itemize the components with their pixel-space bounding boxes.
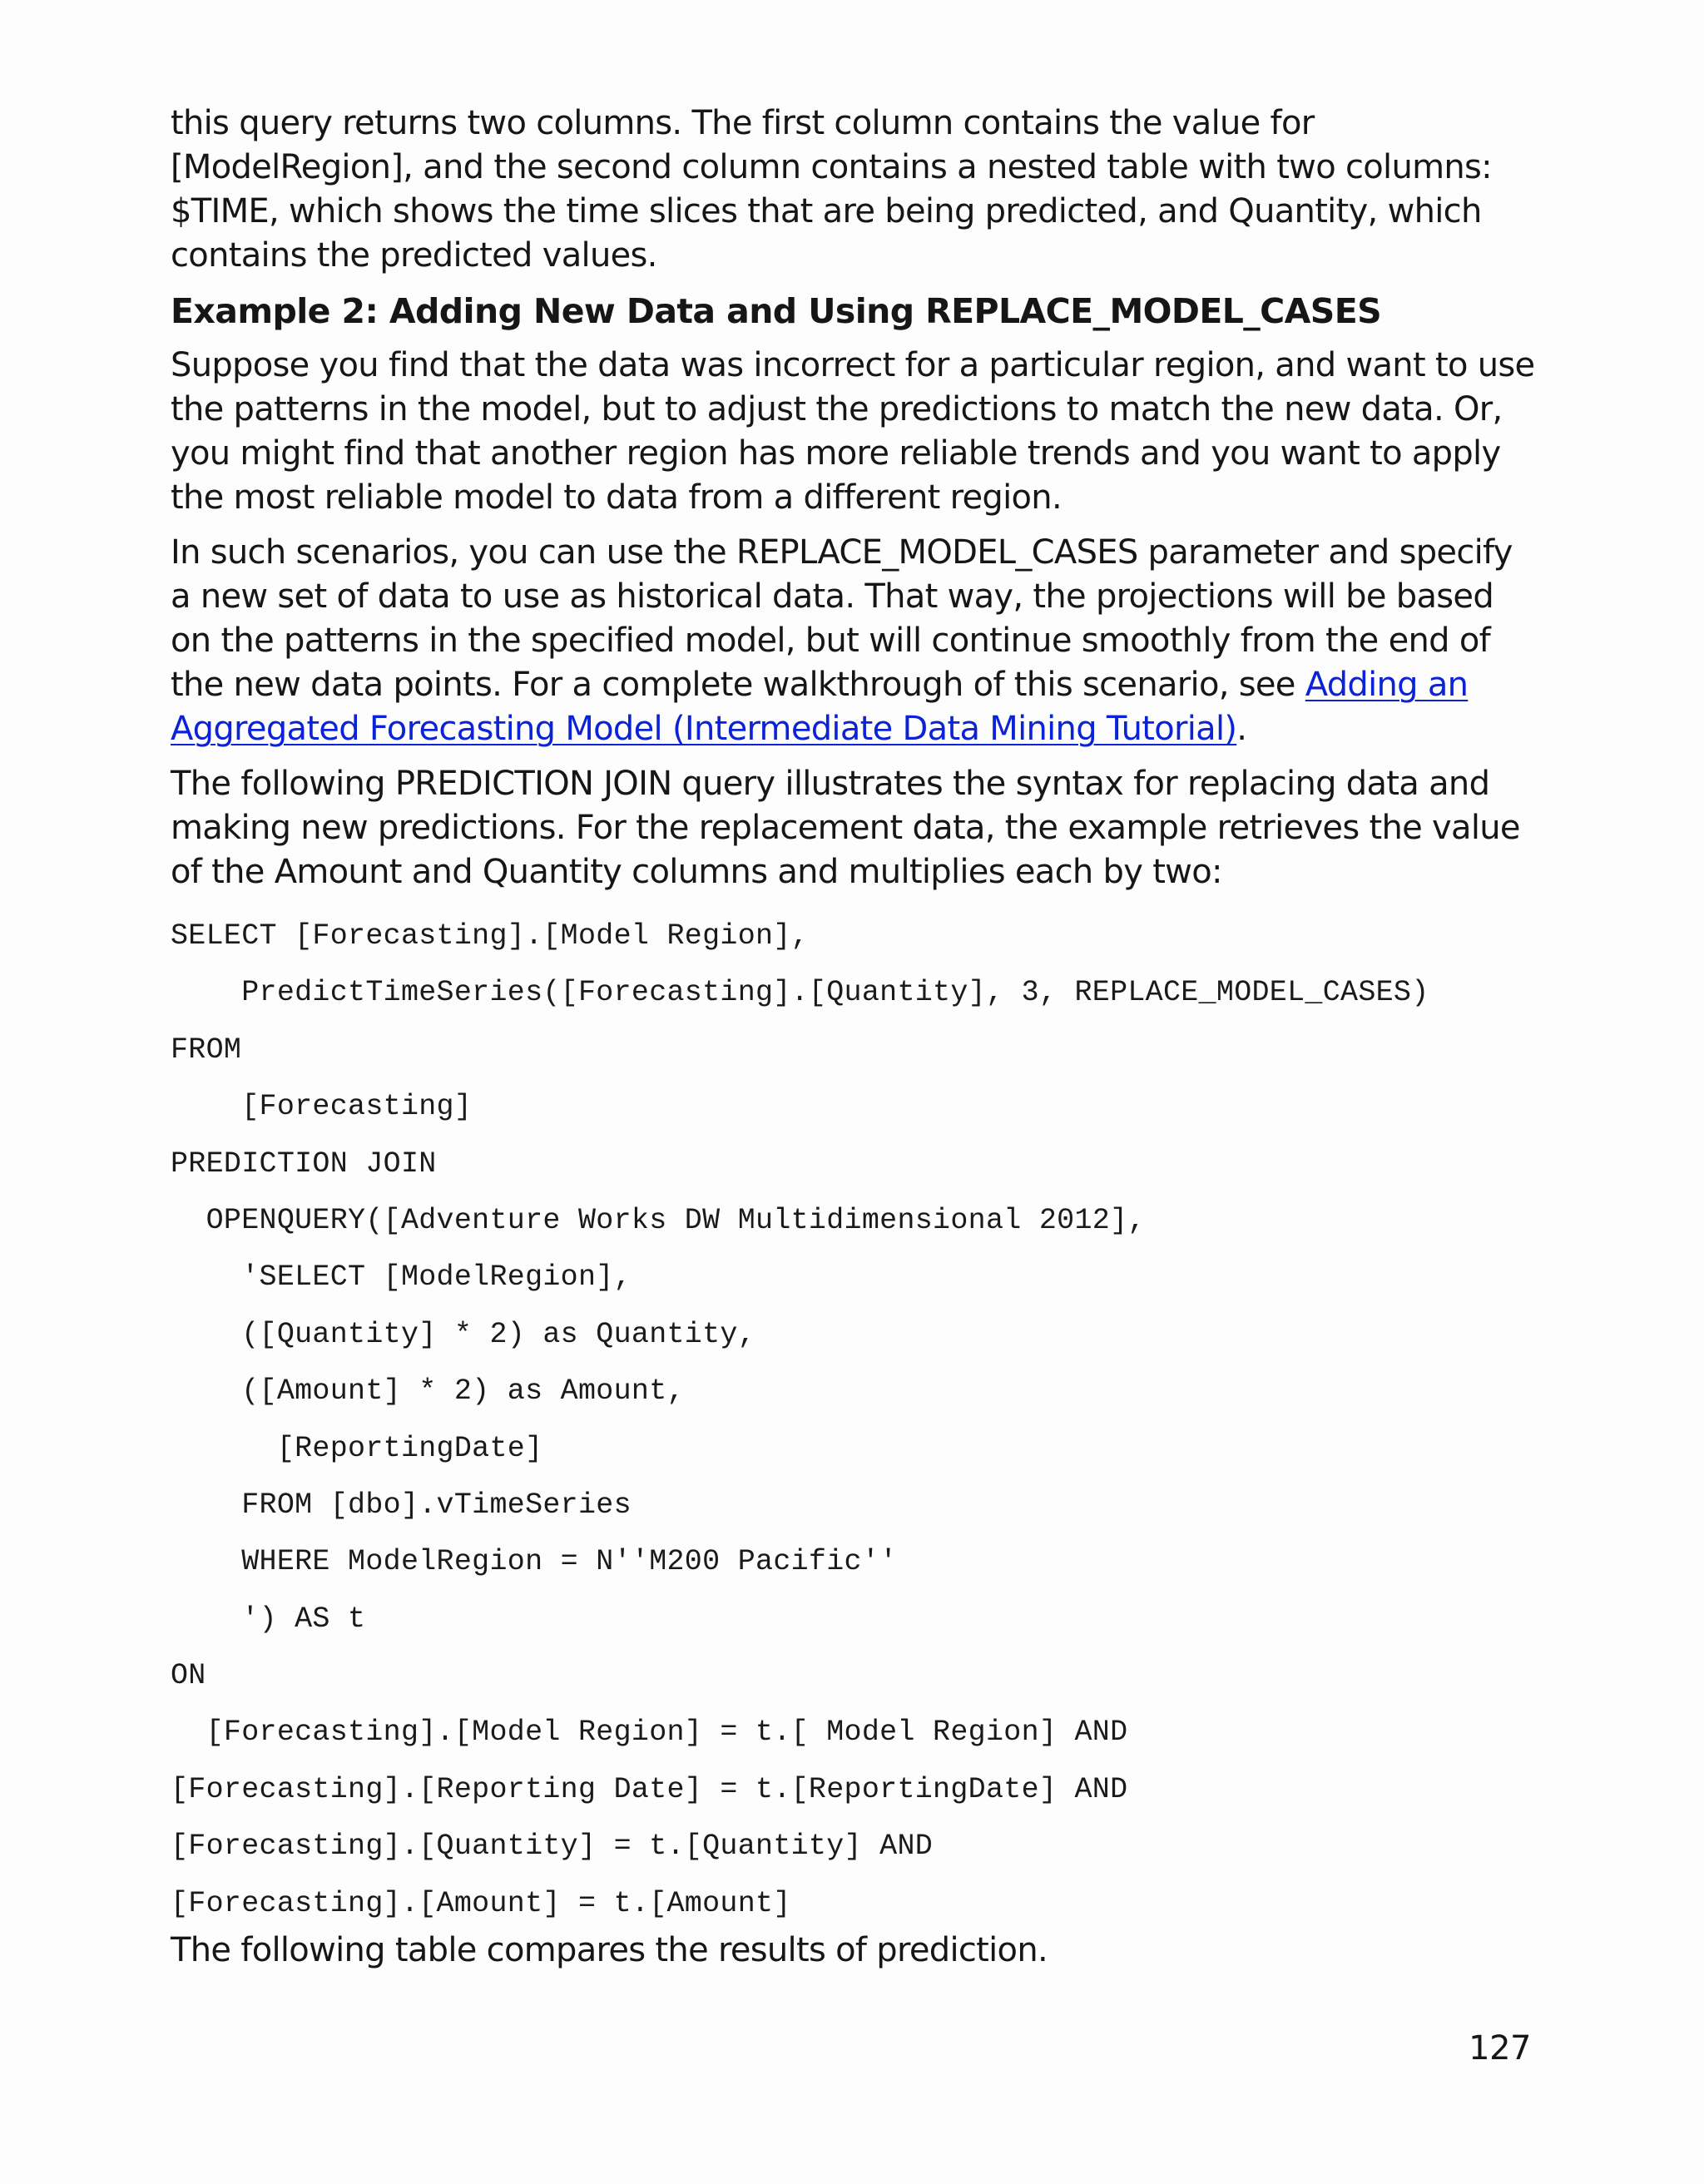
document-page <box>171 102 1535 1983</box>
code-line: ([Quantity] * 2) as Quantity, <box>171 1317 756 1351</box>
code-line: SELECT [Forecasting].[Model Region], <box>171 919 809 953</box>
paragraph-scenarios-text: In such scenarios, you can use the REPLACE_MODEL_CASES parameter and specify a new set of data to use as historical data. That way, the projections will be based on the patterns in the specified model, but will continue smoothly from the end of the new data points. For a complete walkthrough of this scenario, see <box>171 533 1513 704</box>
code-line: PredictTimeSeries([Forecasting].[Quantity], 3, REPLACE_MODEL_CASES) <box>171 976 1429 1010</box>
code-line: ') AS t <box>171 1602 366 1636</box>
paragraph-table-intro: The following table compares the results of prediction. <box>171 1931 1048 1970</box>
code-line: [Forecasting].[Amount] = t.[Amount] <box>171 1886 791 1920</box>
section-heading: Example 2: Adding New Data and Using REPLACE_MODEL_CASES <box>171 291 1382 331</box>
code-line: FROM <box>171 1033 242 1067</box>
paragraph-prediction-join: The following PREDICTION JOIN query illustrates the syntax for replacing data and making new predictions. For the replacement data, the example retrieves the value of the Amount and Quantity columns and multiplies each by two: <box>171 765 1520 891</box>
paragraph-scenarios <box>171 531 1535 751</box>
page-number: 127 <box>1469 2029 1531 2068</box>
intro-paragraph: this query returns two columns. The first column contains the value for [ModelRegion], and the second column contains a nested table with two columns: $TIME, which shows the time slices that are being predicted, and Quantity, which contains the predicted values. <box>171 104 1492 275</box>
code-line: [Forecasting] <box>171 1090 473 1124</box>
code-line: WHERE ModelRegion = N''M200 Pacific'' <box>171 1545 898 1579</box>
code-line: ([Amount] * 2) as Amount, <box>171 1374 685 1409</box>
code-line: PREDICTION JOIN <box>171 1146 437 1181</box>
code-line: FROM [dbo].vTimeSeries <box>171 1488 632 1522</box>
code-line: 'SELECT [ModelRegion], <box>171 1260 632 1295</box>
code-block <box>171 908 1535 1932</box>
code-line: [ReportingDate] <box>171 1431 543 1465</box>
code-line: [Forecasting].[Quantity] = t.[Quantity] AND <box>171 1830 934 1864</box>
walkthrough-link[interactable]: Adding an Aggregated Forecasting Model (Intermediate Data Mining Tutorial) <box>171 666 1469 748</box>
code-line: [Forecasting].[Reporting Date] = t.[ReportingDate] AND <box>171 1772 1128 1806</box>
code-line: [Forecasting].[Model Region] = t.[ Model Region] AND <box>171 1716 1128 1750</box>
paragraph-suppose: Suppose you find that the data was incorrect for a particular region, and want to use the patterns in the model, but to adjust the predictions to match the new data. Or, you might find that another region has more reliable trends and you want to apply the most reliable model to data from a different region. <box>171 346 1535 517</box>
code-line: ON <box>171 1659 206 1693</box>
paragraph-scenarios-end: . <box>1236 710 1247 748</box>
code-line: OPENQUERY([Adventure Works DW Multidimensional 2012], <box>171 1203 1146 1237</box>
